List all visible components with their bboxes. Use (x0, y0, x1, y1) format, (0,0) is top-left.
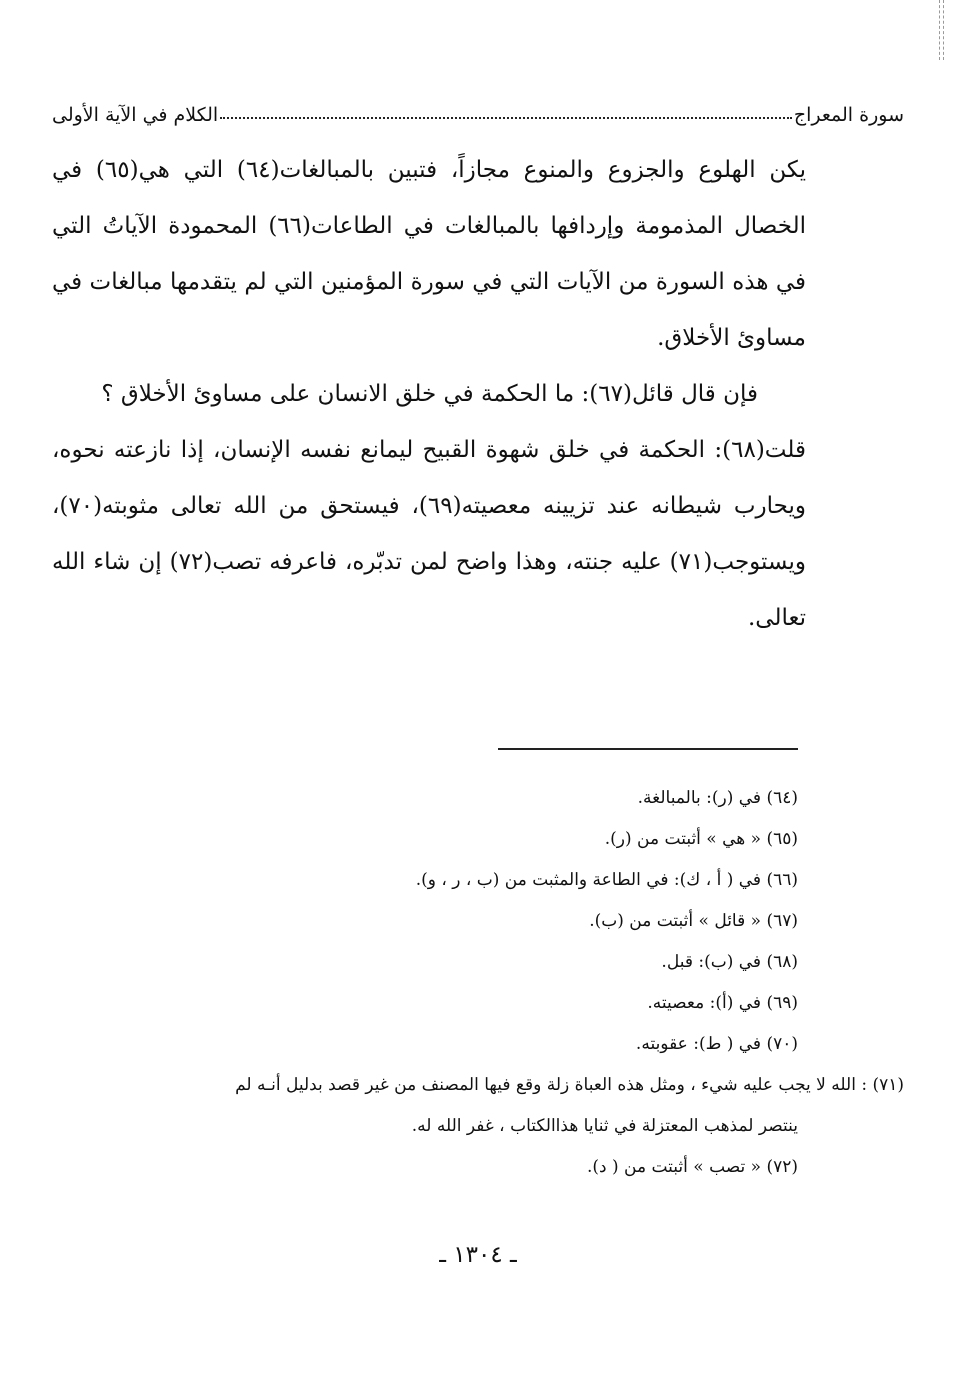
running-head-leader-dots (220, 117, 792, 119)
footnote: (٦٧) « قائل » أثبتت من (ب). (589, 911, 798, 931)
footnote: (٧٠) في ( ط): عقوبته. (635, 1034, 798, 1054)
running-head-surah: سورة المعراج (793, 104, 904, 126)
footnote: (٦٨) في (ب): قبل. (661, 952, 798, 972)
footnote-separator (498, 748, 798, 750)
footnote: (٦٥) « هي » أثبتت من (ر). (604, 829, 798, 849)
footnote: (٦٤) في (ر): بالمبالغة. (637, 788, 798, 808)
paragraph: فإن قال قائل(٦٧): ما الحكمة في خلق الانسان على مساوئ الأخلاق ؟ (101, 381, 758, 407)
scan-edge-mark (939, 0, 944, 60)
paragraph: قلت(٦٨): الحكمة في خلق شهوة القبيح ليمانع نفسه الإنسان، إذا نازعته نحوه، ويحارب شيطانه عند تزيينه معصيته(٦٩)، فيستحق من الله تعالى مثوبته(٧٠)، ويستوجب(٧١) عليه جنته، وهذا واضح لمن تدبّره، فاعرفه تصب(٧٢) إن شاء الله تعالى. (52, 437, 807, 631)
page-number: ـ ١٣٠٤ ـ (439, 1242, 517, 1268)
main-text (52, 142, 806, 646)
footnotes (52, 778, 904, 1188)
footnote: (٧١) : الله لا يجب عليه شيء ، ومثل هذه العباة زلة وقع فيها المصنف من غير قصد بدليل أنـه لم (235, 1075, 904, 1095)
footnote: (٧٢) « تصب » أثبتت من ( د). (586, 1157, 798, 1177)
paragraph: يكن الهلوع والجزوع والمنوع مجازاً، فتبين بالمبالغات(٦٤) التي هي(٦٥) في الخصال المذمومة وإردافها بالمبالغات في الطاعات(٦٦) المحمودة الآياتُ التي في هذه السورة من الآيات التي في سورة المؤمنين التي لم يتقدمها مبالغات في مساوئ الأخلاق. (52, 157, 806, 351)
footnote: (٦٦) في ( أ ، ك): في الطاعة والمثبت من (ب ، ر ، و). (415, 870, 798, 890)
running-head-section: الكلام في الآية الأولى (52, 104, 219, 126)
footnote-continuation: ينتصر لمذهب المعتزلة في ثنايا هذاالكتاب ، غفر الله له. (411, 1116, 798, 1136)
footnote: (٦٩) في (أ): معصيته. (647, 993, 798, 1013)
running-head (52, 92, 904, 126)
